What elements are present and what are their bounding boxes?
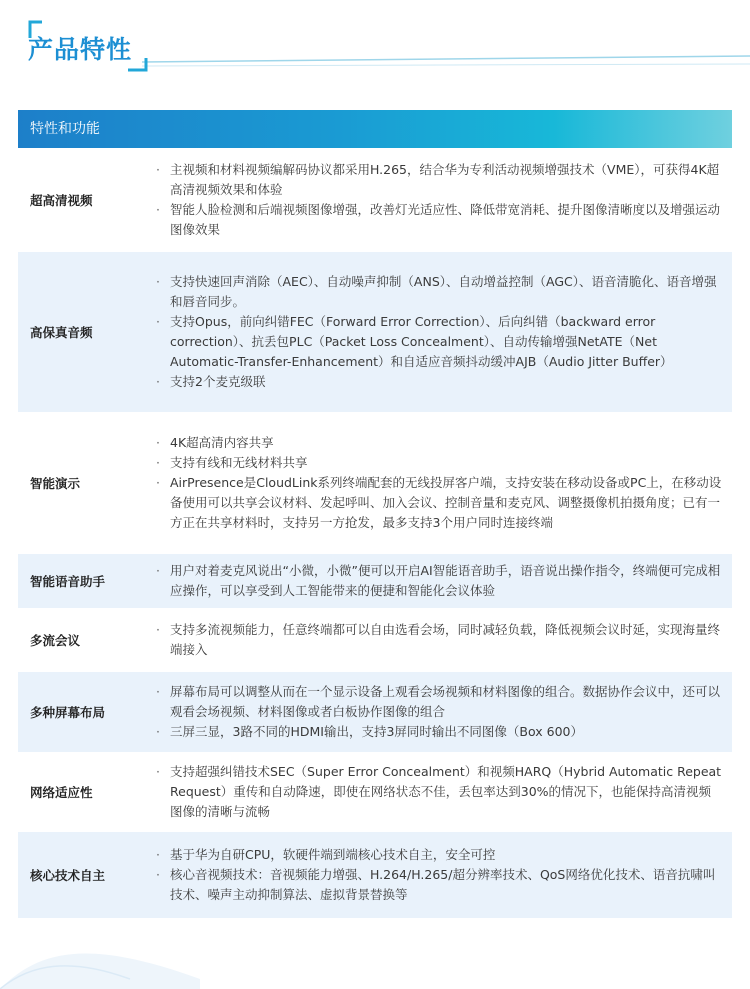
list-item: · 主视频和材料视频编解码协议都采用H.265，结合华为专利活动视频增强技术（VME），可获得4K超高清视频效果和体验 <box>154 160 722 200</box>
row-label: 多种屏幕布局 <box>30 705 106 720</box>
list-item: · 4K超高清内容共享 <box>154 433 722 453</box>
table-row <box>18 610 732 670</box>
row-label: 智能语音助手 <box>30 574 106 589</box>
row-label: 多流会议 <box>30 633 81 648</box>
table-row <box>18 252 732 412</box>
list-item: · 支持有线和无线材料共享 <box>154 453 722 473</box>
page-title: 产品特性 <box>28 35 133 64</box>
row-label: 核心技术自主 <box>30 868 106 883</box>
table-row <box>18 832 732 918</box>
row-label: 高保真音频 <box>30 325 93 340</box>
table-row <box>18 414 732 552</box>
list-item: · 支持超强纠错技术SEC（Super Error Concealment）和视频HARQ（Hybrid Automatic Repeat Request）重传和自动降速，即使在网络状态不佳，丢包率达到30%的情况下，也能保持高清视频图像的清晰与流畅 <box>154 762 722 822</box>
list-item: · 基于华为自研CPU，软硬件端到端核心技术自主，安全可控 <box>154 845 722 865</box>
row-label: 超高清视频 <box>30 193 93 208</box>
feature-table <box>18 150 732 920</box>
table-row <box>18 150 732 250</box>
list-item: · 支持Opus，前向纠错FEC（Forward Error Correction）、后向纠错（backward error correction）、抗丢包PLC（Packet Loss Concealment）、自动传输增强NetATE（Net Automatic-Transfer-Enhancement）和自适应音频抖动缓冲AJB（Audio Jitter Buffer） <box>154 312 722 372</box>
corner-decoration <box>0 919 200 989</box>
table-row <box>18 754 732 830</box>
list-item: · 支持快速回声消除（AEC）、自动噪声抑制（ANS）、自动增益控制（AGC）、语音清脆化、语音增强和唇音同步。 <box>154 272 722 312</box>
list-item: · AirPresence是CloudLink系列终端配套的无线投屏客户端，支持安装在移动设备或PC上，在移动设备使用可以共享会议材料、发起呼叫、加入会议、控制音量和麦克风、调整摄像机拍摄角度；已有一方正在共享材料时，支持另一方抢发，最多支持3个用户同时连接终端 <box>154 473 722 533</box>
row-label: 网络适应性 <box>30 785 93 800</box>
list-item: · 屏幕布局可以调整从而在一个显示设备上观看会场视频和材料图像的组合。数据协作会议中，还可以观看会场视频、材料图像或者白板协作图像的组合 <box>154 682 722 722</box>
table-row <box>18 554 732 608</box>
list-item: · 支持多流视频能力，任意终端都可以自由选看会场，同时减轻负载，降低视频会议时延，实现海量终端接入 <box>154 620 722 660</box>
list-item: · 三屏三显，3路不同的HDMI输出，支持3屏同时输出不同图像（Box 600） <box>154 722 722 742</box>
list-item: · 支持2个麦克级联 <box>154 372 722 392</box>
list-item: · 智能人脸检测和后端视频图像增强，改善灯光适应性、降低带宽消耗、提升图像清晰度以及增强运动图像效果 <box>154 200 722 240</box>
section-header <box>0 0 750 100</box>
list-item: · 核心音视频技术：音视频能力增强、H.264/H.265/超分辨率技术、QoS网络优化技术、语音抗啸叫技术、噪声主动抑制算法、虚拟背景替换等 <box>154 865 722 905</box>
table-heading: 特性和功能 <box>18 110 732 148</box>
table-row <box>18 672 732 752</box>
row-label: 智能演示 <box>30 476 81 491</box>
list-item: · 用户对着麦克风说出“小微，小微”便可以开启AI智能语音助手，语音说出操作指令，终端便可完成相应操作，可以享受到人工智能带来的便捷和智能化会议体验 <box>154 561 722 601</box>
